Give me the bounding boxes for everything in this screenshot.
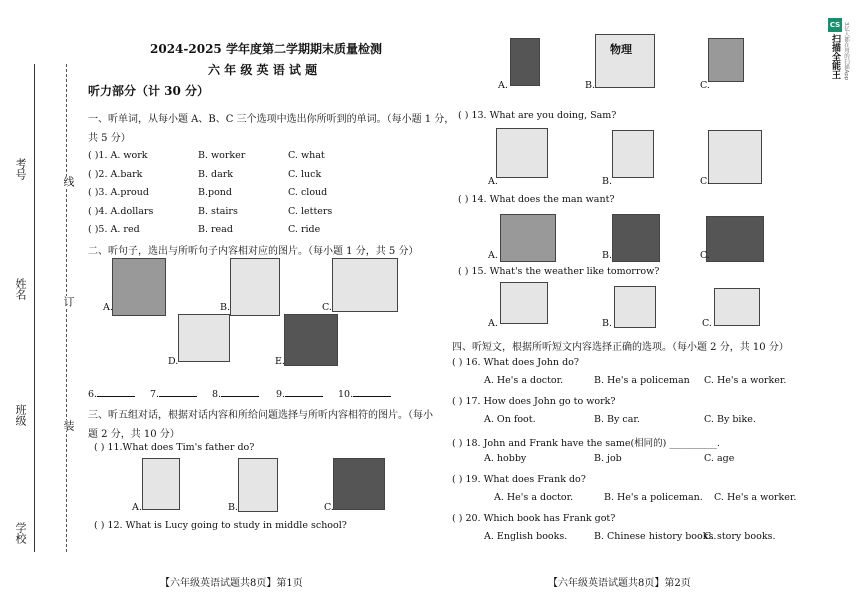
part1-instruction-2: 共 5 分） <box>88 133 131 144</box>
label-xuexiao: 学校 <box>14 522 27 544</box>
question-18-option-b: B. job <box>594 453 622 464</box>
camscanner-logo-icon: CS <box>828 18 842 32</box>
picture-15b-windy-icon <box>614 286 656 328</box>
question-2-option-b: B. dark <box>198 168 234 180</box>
question-16: ( ) 16. What does John do? <box>452 357 579 368</box>
pic-label-b: B. <box>220 302 231 313</box>
question-19-option-b: B. He's a policeman. <box>604 492 703 503</box>
question-5-option-b: B. read <box>198 224 233 235</box>
label-ding: 订 <box>62 296 75 307</box>
question-4-option-a: ( )4. A.dollars <box>88 205 154 217</box>
picture-c-door <box>332 258 398 312</box>
question-19-option-a: A. He's a doctor. <box>494 492 574 503</box>
picture-13b-letter <box>612 130 654 178</box>
question-20-option-b: B. Chinese history books. <box>594 531 717 542</box>
question-13: ( ) 13. What are you doing, Sam? <box>458 110 617 121</box>
question-1-option-b: B. worker <box>198 150 246 161</box>
label-12a: A. <box>498 80 508 91</box>
question-16-option-a: A. He's a doctor. <box>484 375 564 386</box>
binding-line <box>34 64 35 552</box>
question-1-option-a: ( )1. A. work <box>88 150 148 161</box>
picture-12a-book <box>510 38 540 86</box>
camscanner-brand: 扫描全能王 <box>830 34 840 79</box>
picture-14a-hotdogs-drinks <box>500 214 556 262</box>
question-16-option-c: C. He's a worker. <box>704 375 787 386</box>
question-15: ( ) 15. What's the weather like tomorrow? <box>458 266 660 277</box>
question-20-option-c: C. story books. <box>704 531 776 542</box>
answer-blank-7: 7. <box>150 386 197 400</box>
picture-12b-physics-book <box>595 34 655 88</box>
pic-label-d: D. <box>168 356 179 367</box>
question-1-option-c: C. what <box>288 150 325 161</box>
picture-b-boy-ball <box>230 258 280 316</box>
part1-instruction: 一、听单词，从每小题 A、B、C 三个选项中选出你所听到的单词。（每小题 1 分， <box>88 114 455 125</box>
question-14: ( ) 14. What does the man want? <box>458 194 615 205</box>
label-13a: A. <box>488 176 498 187</box>
label-12b: B. <box>585 80 596 91</box>
label-banji: 班级 <box>14 404 27 426</box>
camscanner-tagline: 3亿人都在用的扫描App <box>843 22 849 81</box>
question-5-option-c: C. ride <box>288 224 321 235</box>
answer-blank-9: 9. <box>276 386 323 400</box>
picture-d-children <box>178 314 230 362</box>
question-20-option-a: A. English books. <box>484 531 568 542</box>
question-20: ( ) 20. Which book has Frank got? <box>452 513 616 524</box>
label-12c: C. <box>700 80 710 91</box>
question-17-option-c: C. By bike. <box>704 414 756 425</box>
question-19: ( ) 19. What does Frank do? <box>452 474 586 485</box>
picture-e-rain <box>284 314 338 366</box>
footer-page-1: 【六年级英语试题共8页】第1页 <box>160 578 303 589</box>
question-18: ( ) 18. John and Frank have the same(相同的) __________. <box>452 438 720 449</box>
section-title: 听力部分（计 30 分） <box>88 84 210 98</box>
label-13c: C. <box>700 176 710 187</box>
label-11b: B. <box>228 502 239 513</box>
picture-13c-phone-call <box>708 130 762 184</box>
question-2-option-c: C. luck <box>288 168 322 180</box>
question-5-option-a: ( )5. A. red <box>88 224 140 235</box>
question-4-option-c: C. letters <box>288 205 333 217</box>
pic-label-c: C. <box>322 302 332 313</box>
question-18-option-a: A. hobby <box>484 453 527 464</box>
answer-blank-8: 8. <box>212 386 259 400</box>
label-15c: C. <box>702 318 712 329</box>
picture-14b-sandwiches <box>612 214 660 262</box>
part3-instruction: 三、听五组对话，根据对话内容和所给问题选择与所听内容相符的图片。（每小 <box>88 410 433 421</box>
label-zhuang: 装 <box>62 420 75 431</box>
question-19-option-c: C. He's a worker. <box>714 492 797 503</box>
pic-label-a: A. <box>103 302 113 313</box>
label-xian: 线 <box>62 176 75 187</box>
question-16-option-b: B. He's a policeman <box>594 375 690 386</box>
label-15a: A. <box>488 318 498 329</box>
question-18-option-c: C. age <box>704 453 735 464</box>
label-14b: B. <box>602 250 613 261</box>
answer-blank-6: 6. <box>88 386 135 400</box>
pic-label-e: E. <box>275 356 285 367</box>
footer-page-2: 【六年级英语试题共8页】第2页 <box>548 578 691 589</box>
label-14a: A. <box>488 250 498 261</box>
part4-instruction: 四、听短文，根据所听短文内容选择正确的选项。（每小题 2 分，共 10 分） <box>452 342 789 353</box>
picture-15c-cloudy-icon <box>714 288 760 326</box>
picture-11b-doctor <box>238 458 278 512</box>
physics-book-text: 物理 <box>610 43 632 56</box>
picture-11a-policeman <box>142 458 180 510</box>
question-17-option-a: A. On foot. <box>484 414 536 425</box>
label-13b: B. <box>602 176 613 187</box>
question-3-option-b: B.pond <box>198 187 233 198</box>
picture-14c-burgers <box>706 216 764 262</box>
label-14c: C. <box>700 250 710 261</box>
exam-title: 2024-2025 学年度第二学期期末质量检测 <box>150 42 382 56</box>
picture-11c-worker <box>333 458 385 510</box>
question-4-option-b: B. stairs <box>198 205 238 217</box>
part2-instruction: 二、听句子，选出与所听句子内容相对应的图片。（每小题 1 分，共 5 分） <box>88 246 419 257</box>
question-3-option-c: C. cloud <box>288 187 328 198</box>
part3-instruction-2: 题 2 分，共 10 分） <box>88 429 180 440</box>
label-xingming: 姓名 <box>14 278 27 300</box>
picture-15a-rainy-icon <box>500 282 548 324</box>
question-17-option-b: B. By car. <box>594 414 640 425</box>
picture-a-boy-stairs <box>112 258 166 316</box>
picture-12c-book <box>708 38 744 82</box>
label-11a: A. <box>132 502 142 513</box>
question-2-option-a: ( )2. A.bark <box>88 168 143 180</box>
answer-blank-10: 10. <box>338 386 391 400</box>
question-12: ( ) 12. What is Lucy going to study in middle school? <box>94 520 347 531</box>
label-11c: C. <box>324 502 334 513</box>
question-3-option-a: ( )3. A.proud <box>88 187 149 198</box>
exam-subtitle: 六 年 级 英 语 试 题 <box>208 63 318 77</box>
question-11: ( ) 11.What does Tim's father do? <box>94 442 255 453</box>
cut-line <box>66 64 67 552</box>
picture-13a-email <box>496 128 548 178</box>
label-kaohao: 考号 <box>14 158 27 180</box>
label-15b: B. <box>602 318 613 329</box>
question-17: ( ) 17. How does John go to work? <box>452 396 616 407</box>
